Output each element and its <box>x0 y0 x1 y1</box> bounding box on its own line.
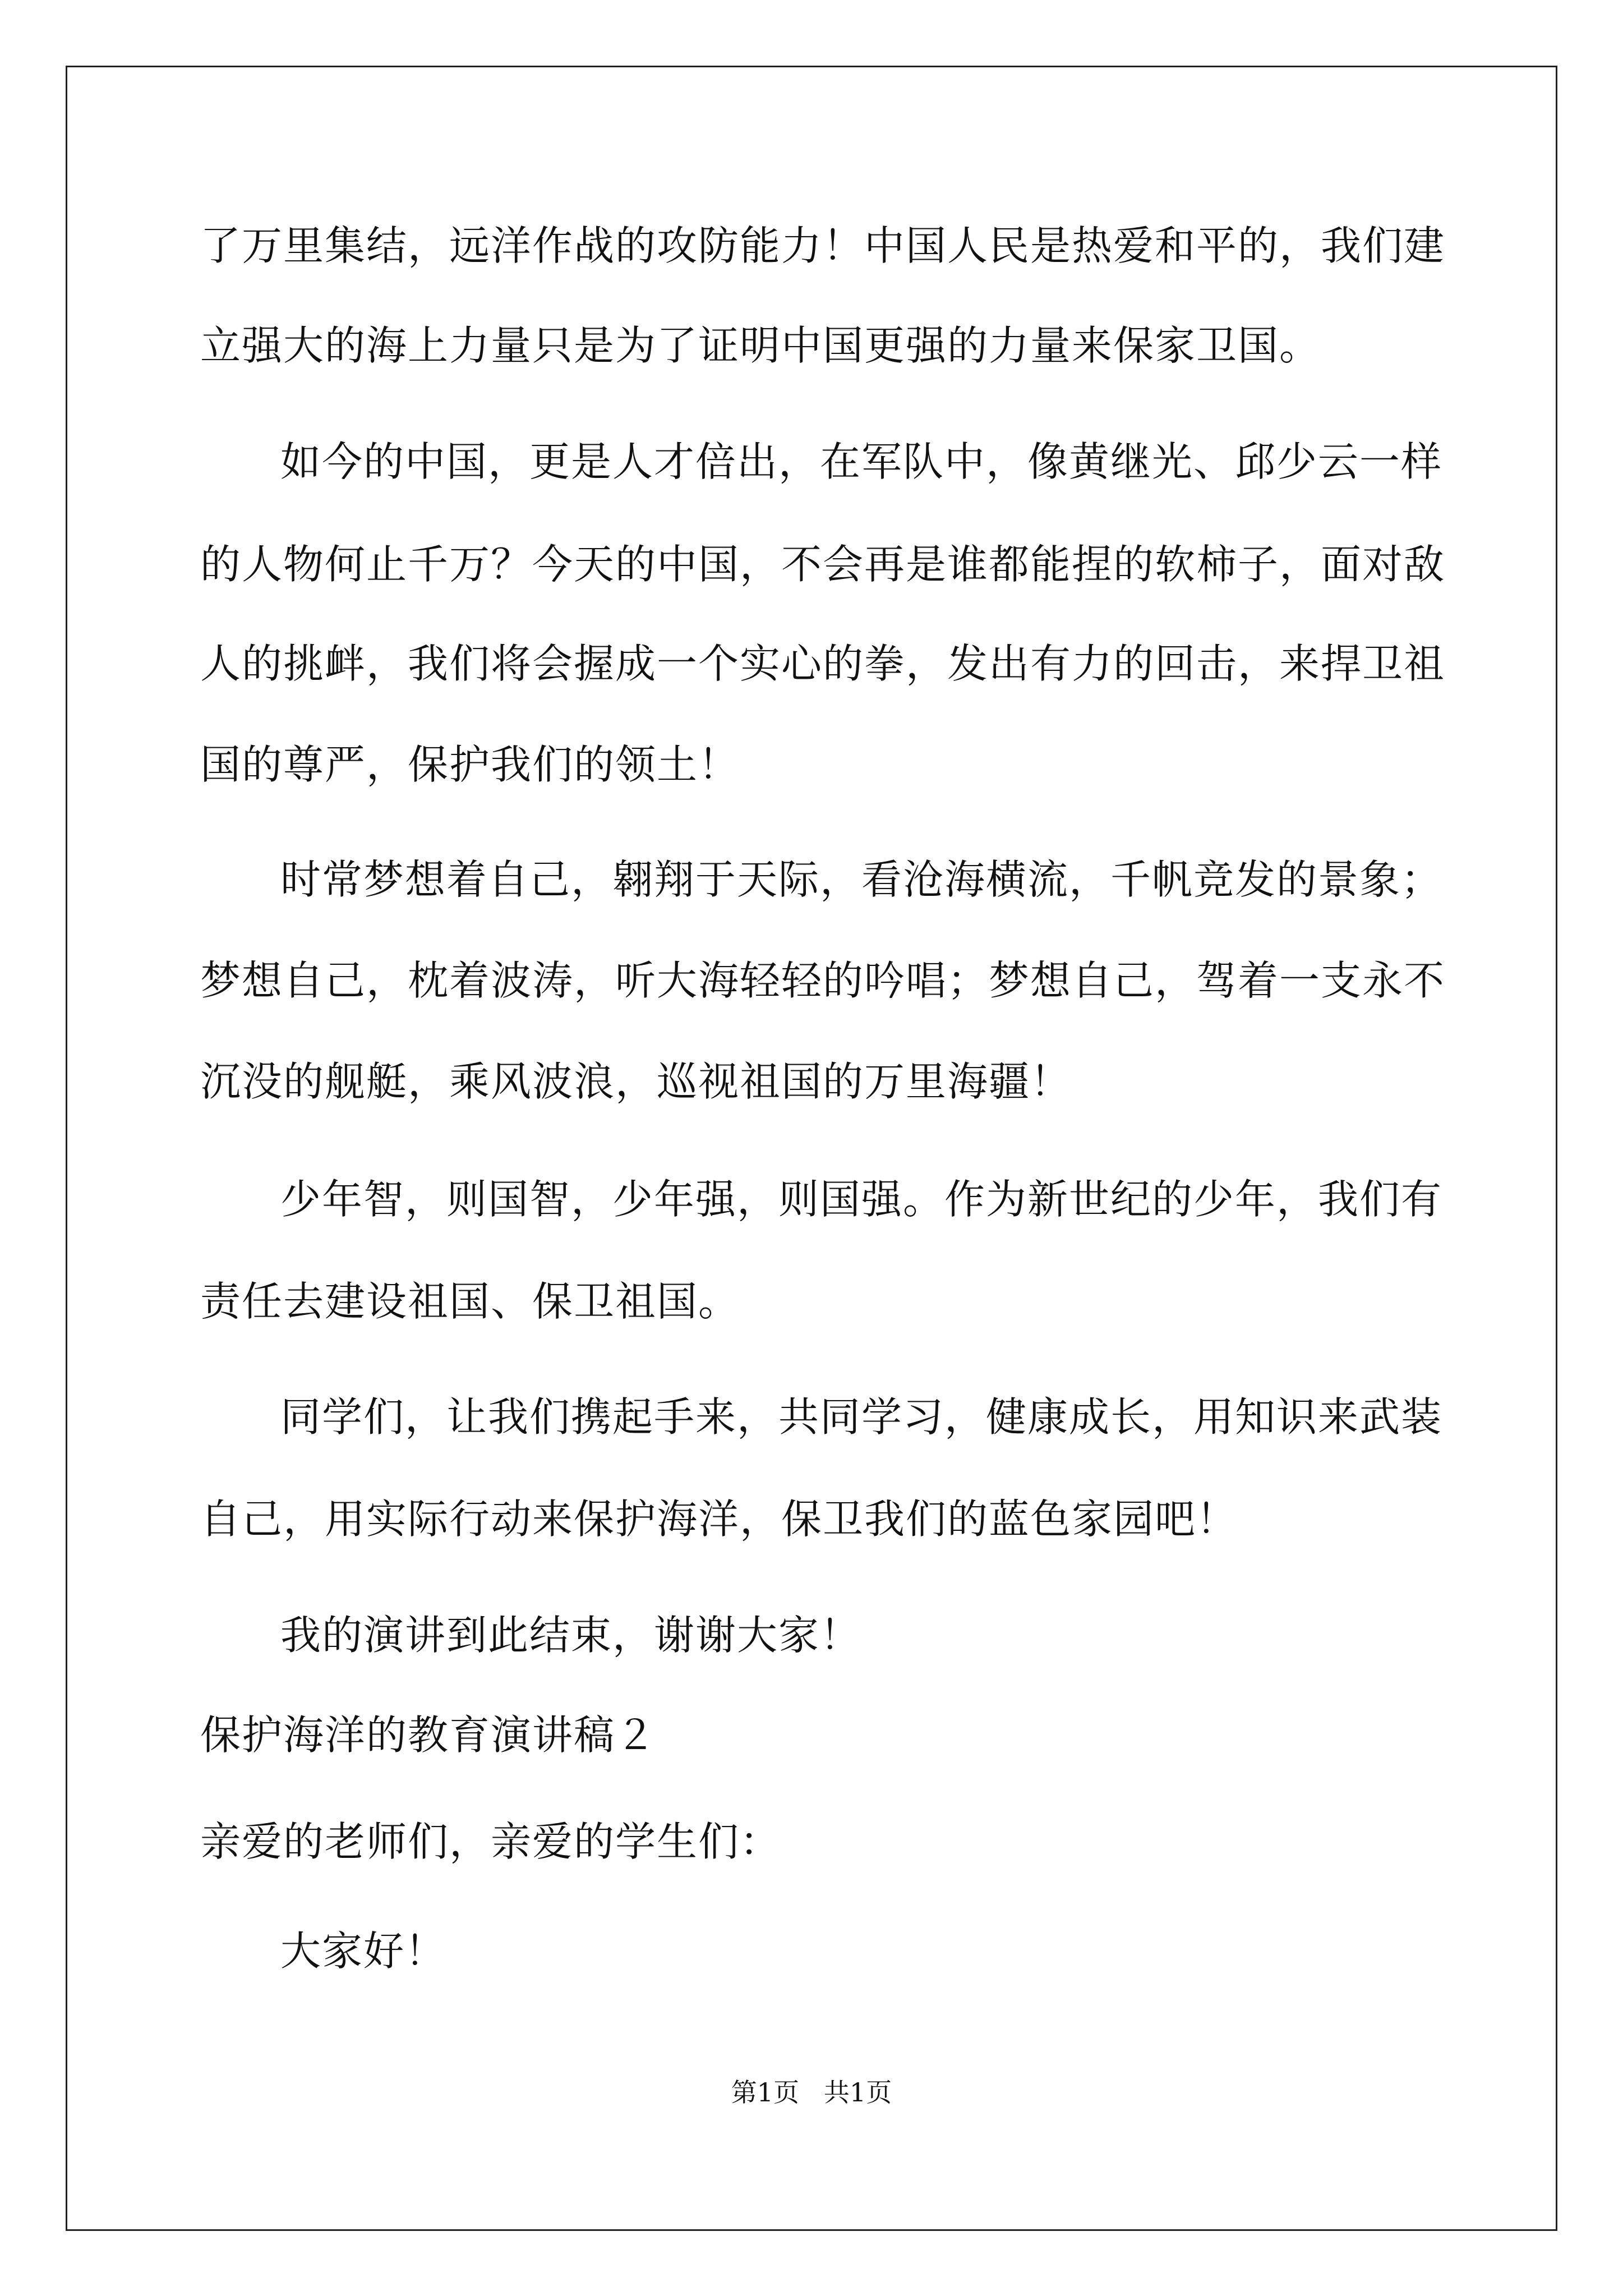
paragraph-line: 了万里集结，远洋作战的攻防能力！中国人民是热爱和平的，我们建 <box>200 222 1446 269</box>
paragraph-line: 人的挑衅，我们将会握成一个实心的拳，发出有力的回击，来捍卫祖 <box>200 640 1446 687</box>
page-number: 第1页 共1页 <box>731 2077 892 2108</box>
paragraph-line: 沉没的舰艇，乘风波浪，巡视祖国的万里海疆！ <box>200 1058 1072 1105</box>
paragraph-line: 少年智，则国智，少年强，则国强。作为新世纪的少年，我们有 <box>280 1176 1443 1223</box>
paragraph-line: 梦想自己，枕着波涛，听大海轻轻的吟唱；梦想自己，驾着一支永不 <box>200 957 1446 1004</box>
section-heading: 保护海洋的教育演讲稿２ <box>200 1711 657 1759</box>
paragraph-line: 国的尊严，保护我们的领土！ <box>200 741 740 788</box>
paragraph-line: 时常梦想着自己，翱翔于天际，看沧海横流，千帆竞发的景象； <box>280 856 1443 903</box>
greeting: 大家好！ <box>280 1927 447 1975</box>
paragraph-line: 如今的中国，更是人才倍出，在军队中，像黄继光、邱少云一样 <box>280 438 1443 485</box>
paragraph-line: 的人物何止千万？今天的中国，不会再是谁都能捏的软柿子，面对敌 <box>200 541 1446 588</box>
salutation: 亲爱的老师们，亲爱的学生们： <box>200 1818 782 1865</box>
paragraph-line: 自己，用实际行动来保护海洋，保卫我们的蓝色家园吧！ <box>200 1496 1238 1543</box>
paragraph-line: 我的演讲到此结束，谢谢大家！ <box>280 1612 862 1659</box>
page-border <box>66 66 1557 2231</box>
paragraph-line: 责任去建设祖国、保卫祖国。 <box>200 1278 740 1325</box>
paragraph-line: 立强大的海上力量只是为了证明中国更强的力量来保家卫国。 <box>200 322 1321 369</box>
paragraph-line: 同学们，让我们携起手来，共同学习，健康成长，用知识来武装 <box>280 1393 1443 1441</box>
